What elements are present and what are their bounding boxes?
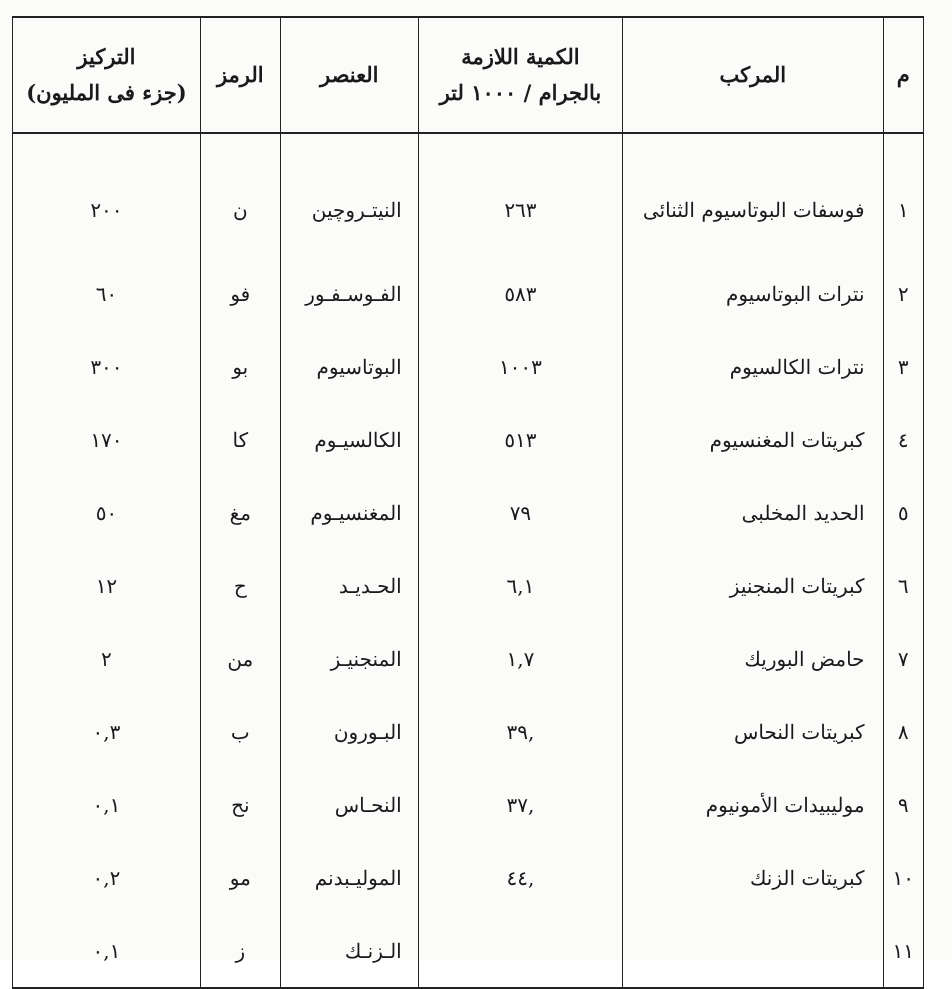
- symbol-cell: ب: [200, 695, 280, 768]
- table-row: [13, 549, 924, 622]
- quantity-cell: ٧٩: [418, 476, 622, 549]
- header-concentration: [13, 17, 201, 133]
- table-row: [13, 768, 924, 841]
- table-row: [13, 841, 924, 914]
- compound-cell: نترات الكالسيوم: [623, 330, 883, 403]
- concentration-cell: ١٧٠: [13, 403, 201, 476]
- element-cell: البوتاسيوم: [280, 330, 418, 403]
- row-number: ١١: [883, 914, 923, 988]
- header-element: العنصر: [280, 17, 418, 133]
- row-number: ١: [883, 133, 923, 257]
- symbol-cell: فو: [200, 257, 280, 330]
- concentration-cell: ٠,١: [13, 914, 201, 988]
- concentration-cell: ٠,١: [13, 768, 201, 841]
- concentration-cell: ١٢: [13, 549, 201, 622]
- element-cell: النحـاس: [280, 768, 418, 841]
- table-row: [13, 476, 924, 549]
- row-number: ٨: [883, 695, 923, 768]
- header-quantity-line1: الكمية اللازمة: [461, 44, 580, 69]
- symbol-cell: مغ: [200, 476, 280, 549]
- compound-cell: كبريتات المغنسيوم: [623, 403, 883, 476]
- quantity-cell: ٥٨٣: [418, 257, 622, 330]
- table-body: [13, 133, 924, 988]
- compound-cell: نترات البوتاسيوم: [623, 257, 883, 330]
- symbol-cell: ح: [200, 549, 280, 622]
- quantity-cell: ,٣٧: [418, 768, 622, 841]
- quantity-cell: ٥١٣: [418, 403, 622, 476]
- element-cell: الفـوسـفـور: [280, 257, 418, 330]
- quantity-cell: ,٣٩: [418, 695, 622, 768]
- quantity-cell: ٦,١: [418, 549, 622, 622]
- compound-cell: كبريتات النحاس: [623, 695, 883, 768]
- row-number: ٥: [883, 476, 923, 549]
- concentration-cell: ٠,٢: [13, 841, 201, 914]
- concentration-cell: ٥٠: [13, 476, 201, 549]
- concentration-cell: ٦٠: [13, 257, 201, 330]
- element-cell: المغنسيـوم: [280, 476, 418, 549]
- symbol-cell: مو: [200, 841, 280, 914]
- header-m: م: [883, 17, 923, 133]
- element-cell: الحـديـد: [280, 549, 418, 622]
- compound-cell: موليبيدات الأمونيوم: [623, 768, 883, 841]
- element-cell: الـزنـك: [280, 914, 418, 988]
- header-quantity: [418, 17, 622, 133]
- quantity-cell: ٢٦٣: [418, 133, 622, 257]
- table-row: [13, 330, 924, 403]
- header-compound: المركب: [623, 17, 883, 133]
- symbol-cell: ز: [200, 914, 280, 988]
- element-cell: المنجنيـز: [280, 622, 418, 695]
- table-row: [13, 695, 924, 768]
- compound-cell: حامض البوريك: [623, 622, 883, 695]
- symbol-cell: من: [200, 622, 280, 695]
- row-number: ١٠: [883, 841, 923, 914]
- concentration-cell: ٣٠٠: [13, 330, 201, 403]
- header-row: [13, 17, 924, 133]
- compound-cell: فوسفات البوتاسيوم الثنائى: [623, 133, 883, 257]
- symbol-cell: ن: [200, 133, 280, 257]
- element-cell: البـورون: [280, 695, 418, 768]
- quantity-cell: ١,٧: [418, 622, 622, 695]
- quantity-cell: [418, 914, 622, 988]
- table-row: [13, 403, 924, 476]
- nutrient-table: [12, 16, 924, 989]
- quantity-cell: ١٠٠٣: [418, 330, 622, 403]
- header-concentration-line1: التركيز: [77, 44, 136, 69]
- header-concentration-line2: (جزء فى المليون): [26, 80, 187, 105]
- concentration-cell: ٢: [13, 622, 201, 695]
- row-number: ٩: [883, 768, 923, 841]
- table-row: [13, 257, 924, 330]
- quantity-cell: ,٤٤: [418, 841, 622, 914]
- compound-cell: [623, 914, 883, 988]
- row-number: ٢: [883, 257, 923, 330]
- row-number: ٦: [883, 549, 923, 622]
- concentration-cell: ٢٠٠: [13, 133, 201, 257]
- table-row: [13, 622, 924, 695]
- compound-cell: كبريتات المنجنيز: [623, 549, 883, 622]
- compound-cell: كبريتات الزنك: [623, 841, 883, 914]
- element-cell: النيتـروچين: [280, 133, 418, 257]
- table-row: [13, 914, 924, 988]
- compound-cell: الحديد المخلبى: [623, 476, 883, 549]
- concentration-cell: ٠,٣: [13, 695, 201, 768]
- header-quantity-line2: بالجرام / ١٠٠٠ لتر: [439, 80, 602, 105]
- row-number: ٧: [883, 622, 923, 695]
- row-number: ٣: [883, 330, 923, 403]
- element-cell: الكالسيـوم: [280, 403, 418, 476]
- row-number: ٤: [883, 403, 923, 476]
- table-row: [13, 133, 924, 257]
- symbol-cell: بو: [200, 330, 280, 403]
- element-cell: الموليـبدنم: [280, 841, 418, 914]
- header-symbol: الرمز: [200, 17, 280, 133]
- symbol-cell: كا: [200, 403, 280, 476]
- symbol-cell: نح: [200, 768, 280, 841]
